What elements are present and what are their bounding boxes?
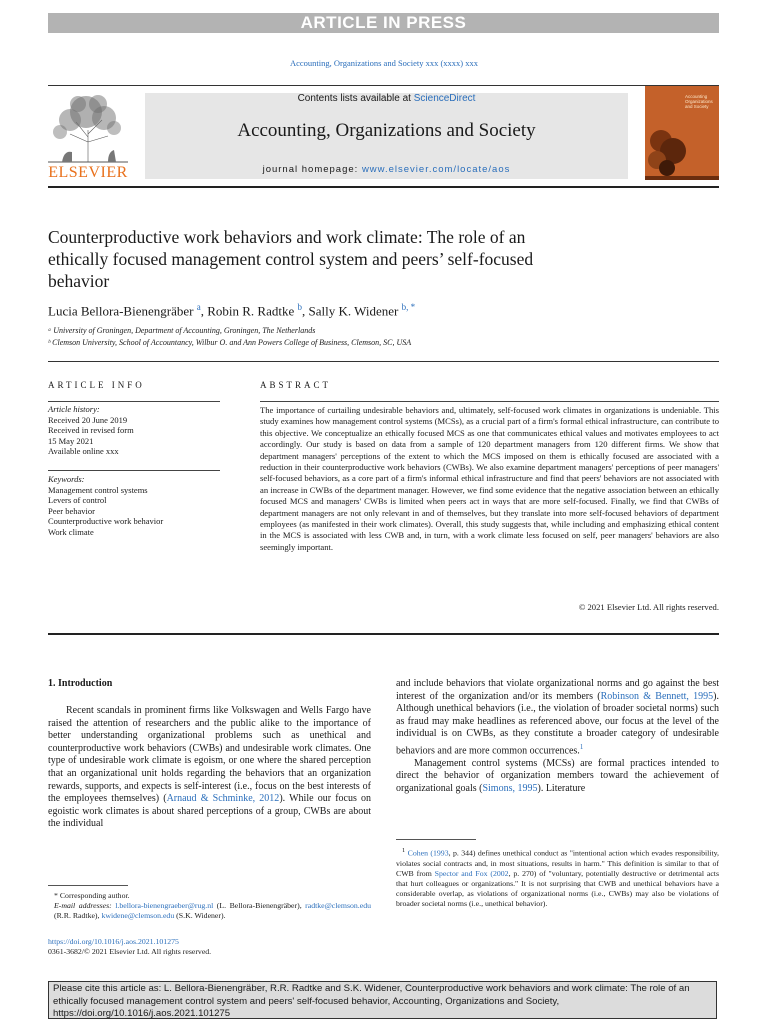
title-line-2: ethically focused management control system and peers’ self-focused bbox=[48, 249, 534, 269]
history-item: Available online xxx bbox=[48, 446, 119, 456]
keyword: Counterproductive work behavior bbox=[48, 516, 164, 526]
article-title bbox=[48, 226, 668, 292]
homepage-prefix: journal homepage: bbox=[262, 164, 362, 175]
homepage-link[interactable]: www.elsevier.com/locate/aos bbox=[361, 164, 511, 175]
email-link-1[interactable]: l.bellora-bienengraeber@rug.nl bbox=[115, 901, 214, 910]
author-2: , Robin R. Radtke bbox=[200, 303, 295, 319]
author-1: Lucia Bellora-Bienengräber bbox=[48, 303, 194, 319]
journal-title: Accounting, Organizations and Society bbox=[237, 120, 536, 141]
body-rule bbox=[48, 633, 719, 635]
title-line-1: Counterproductive work behaviors and work climate: The role of an bbox=[48, 227, 526, 247]
email-label: E-mail addresses: bbox=[54, 901, 116, 910]
article-info-rule bbox=[48, 401, 220, 402]
doi-block bbox=[48, 937, 211, 957]
email-addresses bbox=[48, 901, 371, 921]
elsevier-tree-icon bbox=[48, 92, 128, 164]
intro-r2-b: ). Literature bbox=[537, 783, 586, 795]
footnote-rule bbox=[396, 839, 476, 840]
keyword: Peer behavior bbox=[48, 505, 95, 516]
keyword: Work climate bbox=[48, 526, 94, 537]
issn-line: 0361-3682/© 2021 Elsevier Ltd. All rights reserved. bbox=[48, 947, 212, 956]
arnaud-citation-link[interactable]: Arnaud & Schminke, 2012 bbox=[166, 793, 280, 805]
email-name-2: (R.R. Radtke), bbox=[54, 911, 102, 920]
email-name-3: (S.K. Widener). bbox=[174, 911, 226, 920]
header-bottom-rule bbox=[48, 186, 719, 188]
abstract-rule bbox=[260, 401, 719, 402]
elsevier-wordmark: ELSEVIER bbox=[48, 164, 128, 181]
citation-box: Please cite this article as: L. Bellora-Bienengräber, R.R. Radtke and S.K. Widener, Counterproductive work behaviors and work climate: The role of an ethically focused management control system and peers' self-focused behavior, Accounting, Organizations and Society, https://doi.org/10.1016/j.aos.2021.101275 bbox=[48, 981, 717, 1019]
keywords-rule bbox=[48, 470, 220, 471]
journal-reference[interactable]: Accounting, Organizations and Society xxx (xxxx) xxx bbox=[290, 58, 478, 68]
author-3: , Sally K. Widener bbox=[302, 303, 399, 319]
affiliation-a: ᵃ University of Groningen, Department of Accounting, Groningen, The Netherlands bbox=[48, 326, 316, 335]
article-in-press-banner: ARTICLE IN PRESS bbox=[48, 13, 719, 33]
section-heading-introduction: 1. Introduction bbox=[48, 678, 113, 689]
email-link-2[interactable]: radtke@clemson.edu bbox=[305, 901, 371, 910]
intro-paragraph-right bbox=[396, 678, 719, 796]
author-3-affil[interactable]: b, * bbox=[401, 302, 416, 312]
intro-r1-a: and include behaviors that violate organizational norms and go against the best interest of the organization and/or its members ( bbox=[396, 678, 719, 702]
intro-r1-b: ). Although unethical behaviors (i.e., the violation of broader societal norms) such as fraud may make headlines as referenced above, our focus at the level of the individual is on CWBs, as they constitute a broader category of undesirable behaviors and are more common occurrences. bbox=[396, 690, 719, 757]
title-line-3: behavior bbox=[48, 271, 110, 291]
keyword: Management control systems bbox=[48, 484, 148, 495]
article-info-heading: ARTICLE INFO bbox=[48, 380, 145, 390]
cover-title: Accounting Organizations and Society bbox=[685, 94, 713, 109]
abstract-copyright: © 2021 Elsevier Ltd. All rights reserved. bbox=[578, 602, 719, 612]
affiliation-b: ᵇ Clemson University, School of Accountancy, Wilbur O. and Ann Powers College of Business, Clemson, SC, USA bbox=[48, 338, 412, 347]
spector-fox-citation-link[interactable]: Spector and Fox (2002 bbox=[434, 868, 509, 878]
history-item: 15 May 2021 bbox=[48, 435, 94, 446]
abstract-text: The importance of curtailing undesirable behaviors and, ultimately, self-focused work climates in organizations is undeniable. This study examines how management control systems (MCSs), as a crucial part of a firm's formal ethical infrastructure, can contribute to this objective. We conceptualize an ethically focused MCS as one that communicates ethical values and motivates employees to act accordingly. Our study is based on data from a sample of 120 department managers from 120 different firms. We show that department managers' perceptions of the extent to which the MCS imposed on them is ethically focused are associated with a reduction in their counterproductive work behaviors (CWBs). We also examine department managers' perceptions of peer managers' self-focused behaviors, as a core part of a firm's informal ethical infrastructure and find that peers' behaviors are not associated with an increase in CWBs of the department manager. However, we find some evidence that the negative association between an ethically focused MCS and managers' CWBs is limited when peers act in ways that are more self-focused. Finally, we find that CWBs of department managers are not only relevant in and of themselves, but they translate into more self-focused behaviors of department employees (as manifested in their work climates). Overall, this study suggests that, while including and emphasizing ethical content in the MCS is associated with less CWB and, in turn, with a work climate less focused on self, peer managers' behaviors are also seemingly important. bbox=[260, 405, 719, 552]
author-2-affil[interactable]: b bbox=[297, 302, 302, 312]
section-rule bbox=[48, 361, 719, 362]
robinson-citation-link[interactable]: Robinson & Bennett, 1995 bbox=[600, 690, 714, 702]
header-top-rule bbox=[48, 85, 719, 86]
cohen-citation-link[interactable]: Cohen (1993 bbox=[407, 848, 449, 858]
article-history bbox=[48, 404, 220, 457]
footnote-text-1: , p. 344) defines unethical conduct as "intentional action which evades responsibility, violates social contracts and, in most situations, results in harm." This definition is similar to that of CWB from bbox=[396, 848, 720, 878]
intro-paragraph-1 bbox=[48, 705, 371, 831]
corresponding-author bbox=[48, 891, 371, 921]
author-1-affil[interactable]: a bbox=[196, 302, 201, 312]
corresponding-label: * Corresponding author. bbox=[54, 891, 130, 900]
doi-link[interactable]: https://doi.org/10.1016/j.aos.2021.101275 bbox=[48, 937, 179, 946]
intro-p1-text bbox=[48, 705, 371, 829]
email-name-1: (L. Bellora-Bienengräber), bbox=[213, 901, 302, 910]
footnote-text-2: , p. 270) of "voluntary, potentially destructive or detrimental acts that hurt colleagues or organizations." It is not surprising that CWB and unethical behaviors have a considerable overlap, as violations of organizational norms (i.e., CWBs) may also be violations of broader societal norms (i.e., unethical behavior). bbox=[396, 868, 719, 908]
keywords-label: Keywords: bbox=[48, 474, 85, 484]
email-link-3[interactable]: kwidene@clemson.edu bbox=[101, 911, 175, 920]
sciencedirect-link[interactable]: ScienceDirect bbox=[413, 93, 476, 104]
intro-r2-a: Management control systems (MCSs) are formal practices intended to direct the behavior of organization members toward the achievement of organizational goals ( bbox=[396, 757, 719, 795]
footnote-number: 1 bbox=[402, 847, 406, 854]
simons-citation-link[interactable]: Simons, 1995 bbox=[482, 783, 538, 795]
history-item: Received in revised form bbox=[48, 425, 134, 435]
author-list bbox=[48, 302, 415, 319]
corresponding-rule bbox=[48, 885, 128, 886]
footnote-1 bbox=[396, 846, 719, 909]
history-item: Received 20 June 2019 bbox=[48, 414, 128, 425]
intro-p1-a: Recent scandals in prominent firms like Volkswagen and Wells Fargo have raised the attention of researchers and the public alike to the importance of better understanding organizational problems such as unethical and counterproductive work behaviors (CWBs) and undesirable work climates. One type of undesirable work climate is egoism, or one where the shared perception that an organizational unit holds regarding the behaviors that an organization rewards, supports, and expects is self-interest (i.e., focus on the best interests of the employees themselves) ( bbox=[48, 705, 371, 805]
intro-p1-b: ). While our focus on egoistic work climates is about shared perceptions of a group, CWBs are about the individual bbox=[48, 793, 372, 830]
abstract-heading: ABSTRACT bbox=[260, 380, 332, 390]
contents-prefix: Contents lists available at bbox=[297, 93, 414, 104]
history-label: Article history: bbox=[48, 404, 100, 414]
footnote-ref-1[interactable]: 1 bbox=[579, 742, 584, 751]
keywords-list bbox=[48, 474, 220, 537]
journal-homepage bbox=[145, 164, 628, 175]
journal-cover-image bbox=[645, 86, 719, 180]
contents-line bbox=[145, 93, 628, 104]
keyword: Levers of control bbox=[48, 495, 107, 505]
